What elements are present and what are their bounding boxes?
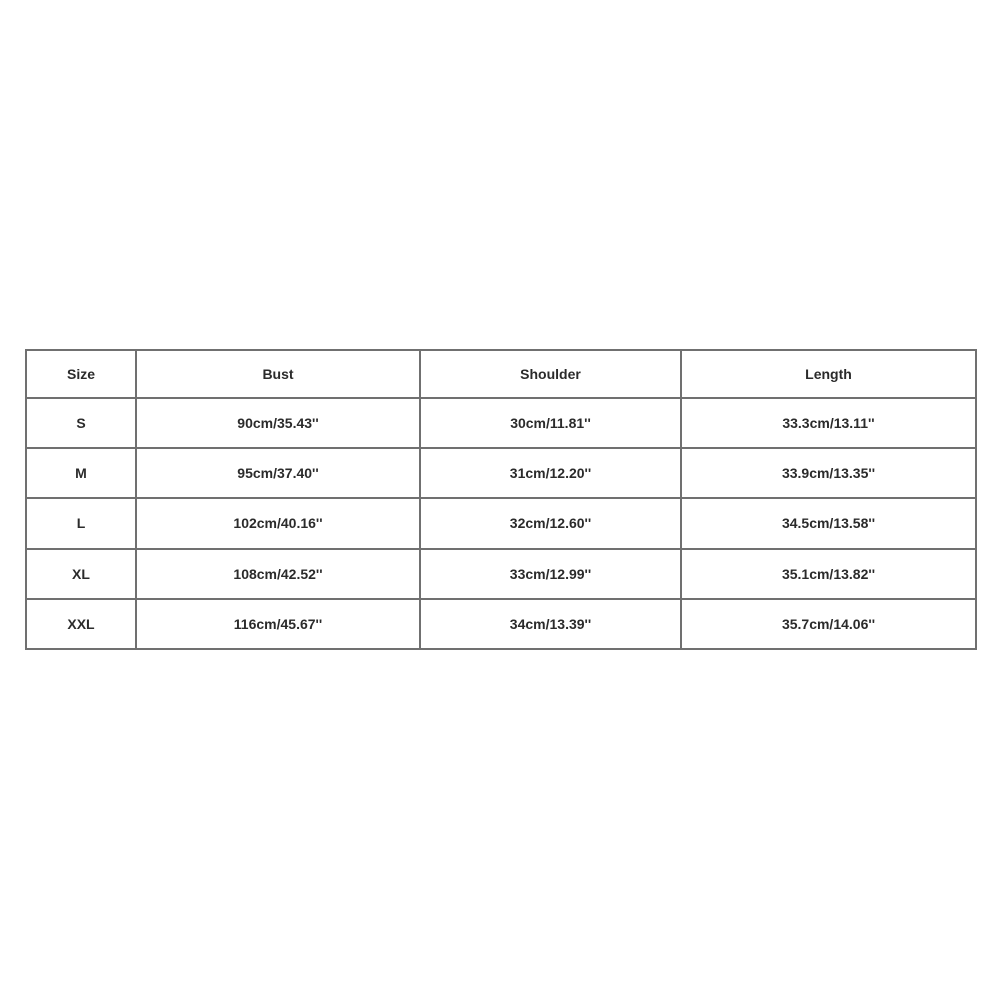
cell-size: M <box>26 448 136 498</box>
table-row <box>26 398 976 448</box>
cell-size: XL <box>26 549 136 599</box>
cell-shoulder: 32cm/12.60'' <box>420 498 681 548</box>
header-size: Size <box>26 350 136 398</box>
cell-length: 33.3cm/13.11'' <box>681 398 976 448</box>
table-row <box>26 498 976 548</box>
cell-bust: 90cm/35.43'' <box>136 398 420 448</box>
table-row <box>26 549 976 599</box>
cell-shoulder: 34cm/13.39'' <box>420 599 681 649</box>
cell-bust: 116cm/45.67'' <box>136 599 420 649</box>
cell-size: L <box>26 498 136 548</box>
cell-size: S <box>26 398 136 448</box>
cell-length: 35.1cm/13.82'' <box>681 549 976 599</box>
cell-size: XXL <box>26 599 136 649</box>
table-row <box>26 448 976 498</box>
table-row <box>26 599 976 649</box>
cell-length: 35.7cm/14.06'' <box>681 599 976 649</box>
table-header-row <box>26 350 976 398</box>
header-bust: Bust <box>136 350 420 398</box>
cell-shoulder: 31cm/12.20'' <box>420 448 681 498</box>
cell-length: 33.9cm/13.35'' <box>681 448 976 498</box>
cell-shoulder: 33cm/12.99'' <box>420 549 681 599</box>
cell-shoulder: 30cm/11.81'' <box>420 398 681 448</box>
header-length: Length <box>681 350 976 398</box>
cell-bust: 95cm/37.40'' <box>136 448 420 498</box>
cell-bust: 108cm/42.52'' <box>136 549 420 599</box>
size-chart-table <box>25 349 977 650</box>
cell-length: 34.5cm/13.58'' <box>681 498 976 548</box>
cell-bust: 102cm/40.16'' <box>136 498 420 548</box>
header-shoulder: Shoulder <box>420 350 681 398</box>
